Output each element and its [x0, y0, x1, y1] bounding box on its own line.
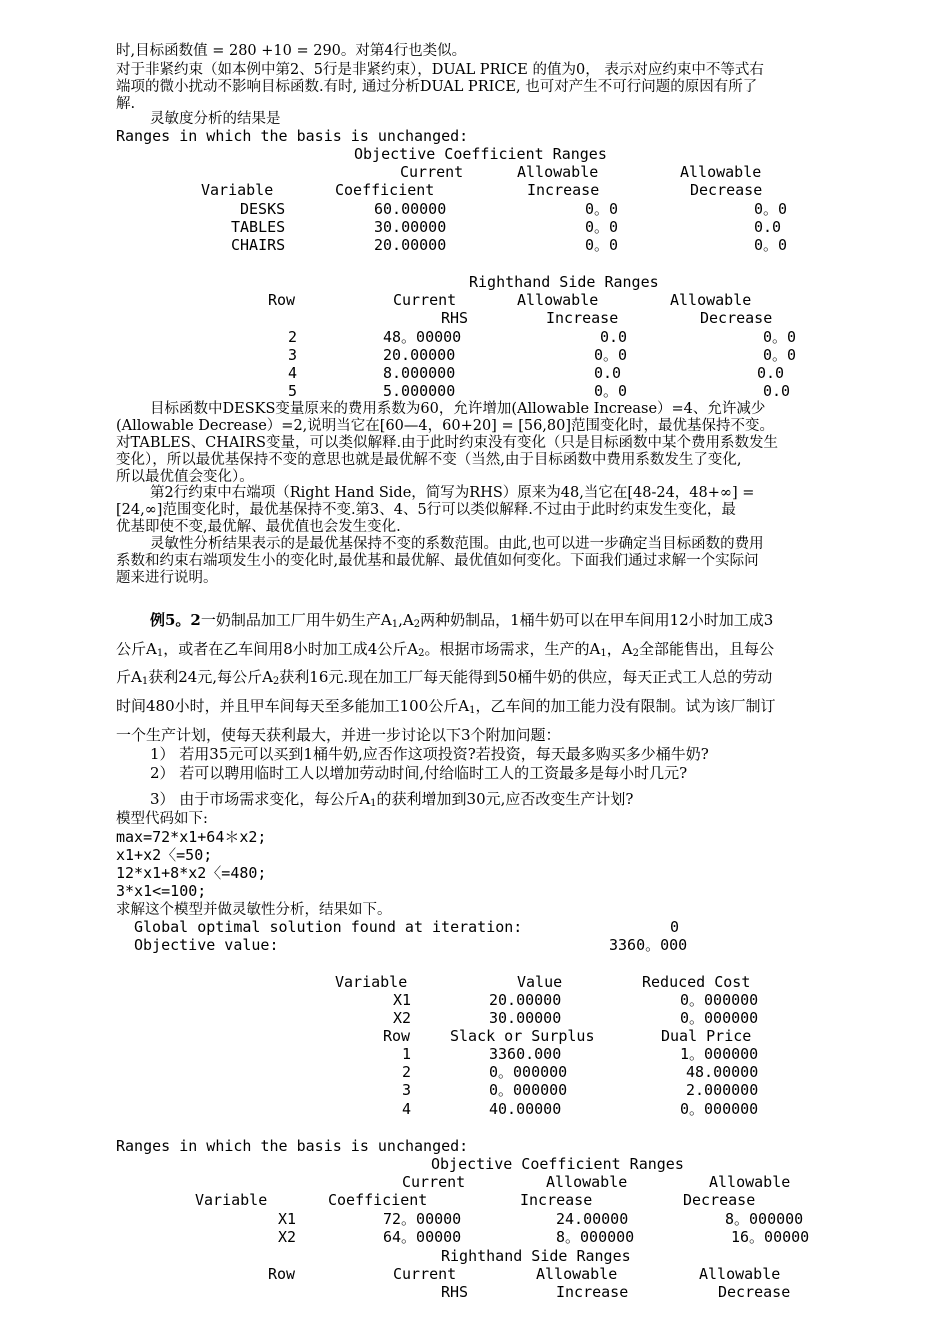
col-header: Decrease [683, 1191, 756, 1209]
global-solution-label: Global optimal solution found at iteration: [134, 918, 523, 936]
table-cell: 16。00000 [731, 1228, 810, 1246]
table-cell: 40.00000 [489, 1100, 562, 1118]
paragraph-line: 时,目标函数值 = 280 +10 = 290。对第4行也类似。 [116, 43, 467, 59]
table-cell: 0.0 [600, 328, 628, 346]
table-cell: 0.0 [757, 364, 785, 382]
table-cell: 20.00000 [374, 236, 447, 254]
col-header: Allowable [546, 1173, 628, 1191]
table-cell: 2 [402, 1063, 412, 1081]
col-header: Increase [546, 309, 619, 327]
table-cell: 48。00000 [383, 328, 462, 346]
objective-ranges-title: Objective Coefficient Ranges [431, 1155, 684, 1173]
col-header: RHS [441, 1283, 469, 1301]
paragraph-line: 求解这个模型并做灵敏性分析，结果如下。 [116, 902, 392, 918]
table-cell: 0.0 [754, 218, 782, 236]
col-header: Increase [556, 1283, 629, 1301]
col-header: Decrease [718, 1283, 791, 1301]
table-cell: DESKS [240, 200, 286, 218]
paragraph-line: (Allowable Decrease）=2,说明当它在[60—4，60+20] = [56,80]范围变化时，最优基保持不变。 [116, 418, 775, 434]
col-header: Coefficient [328, 1191, 428, 1209]
paragraph-line: 对于非紧约束（如本例中第2、5行是非紧约束），DUAL PRICE 的值为0， 表示对应约束中不等式右 [116, 62, 764, 78]
example-line: 例5。2一奶制品加工厂用牛奶生产$A_1,A_2$两种奶制品，1桶牛奶可以在甲车间用12小时加工成3 [150, 611, 774, 630]
col-header: Allowable [709, 1173, 791, 1191]
col-header: Allowable [680, 163, 762, 181]
model-label: 模型代码如下: [116, 811, 208, 827]
table-cell: 0.0 [763, 382, 791, 400]
paragraph-line: 题来进行说明。 [116, 570, 218, 586]
paragraph-line: [24,∞]范围变化时，最优基保持不变.第3、4、5行可以类似解释.不过由于此时约束发生变化，最 [116, 502, 736, 518]
paragraph-line: 灵敏度分析的结果是 [150, 111, 281, 127]
table-cell: 0。000000 [680, 1100, 759, 1118]
table-cell: 0。000000 [680, 1009, 759, 1027]
col-header: Dual Price [661, 1027, 752, 1045]
table-cell: 8。000000 [556, 1228, 635, 1246]
col-header: Current [393, 291, 457, 309]
col-header: Current [402, 1173, 466, 1191]
table-cell: 0。0 [594, 382, 628, 400]
paragraph-line: 系数和约束右端项发生小的变化时,最优基和最优解、最优值如何变化。下面我们通过求解一个实际问 [116, 553, 759, 569]
table-cell: TABLES [231, 218, 286, 236]
table-cell: 0。0 [585, 236, 619, 254]
code-line: 3*x1<=100; [116, 882, 207, 900]
table-cell: 0。0 [594, 346, 628, 364]
table-cell: X2 [393, 1009, 412, 1027]
table-cell: 64。00000 [383, 1228, 462, 1246]
col-header: Allowable [670, 291, 752, 309]
table-cell: 0。0 [754, 200, 788, 218]
paragraph-line: 对TABLES、CHAIRS变量，可以类似解释.由于此时约束没有变化（只是目标函数中某个费用系数发生 [116, 435, 779, 451]
col-header: Row [383, 1027, 411, 1045]
col-header: Increase [520, 1191, 593, 1209]
col-header: Allowable [536, 1265, 618, 1283]
col-header: Allowable [517, 163, 599, 181]
col-header: Decrease [690, 181, 763, 199]
table-cell: 1。000000 [680, 1045, 759, 1063]
table-cell: 1 [402, 1045, 412, 1063]
table-cell: 2.000000 [686, 1081, 759, 1099]
table-cell: CHAIRS [231, 236, 286, 254]
example-line: 公斤$A_1$，或者在乙车间用8小时加工成4公斤$A_2$。根据市场需求，生产的$A_1$，$A_2$全部能售出，且每公 [116, 640, 774, 659]
table-cell: 0。0 [763, 328, 797, 346]
paragraph-line: 第2行约束中右端项（Right Hand Side，简写为RHS）原来为48,当它在[48-24，48+∞] = [150, 485, 755, 501]
table-cell: 2 [288, 328, 298, 346]
table-cell: 0。0 [585, 200, 619, 218]
table-cell: 0。0 [763, 346, 797, 364]
table-cell: 8.000000 [383, 364, 456, 382]
objective-label: Objective value: [134, 936, 279, 954]
col-header: Current [400, 163, 464, 181]
table-cell: 3360.000 [489, 1045, 562, 1063]
ranges-heading: Ranges in which the basis is unchanged: [116, 1137, 469, 1155]
table-cell: 3 [288, 346, 298, 364]
table-cell: X1 [393, 991, 412, 1009]
paragraph-line: 解. [116, 96, 136, 112]
example-line: 一个生产计划，使每天获利最大，并进一步讨论以下3个附加问题： [116, 726, 561, 744]
table-cell: 5.000000 [383, 382, 456, 400]
table-cell: X2 [278, 1228, 297, 1246]
col-header: Row [268, 291, 296, 309]
table-cell: 20.00000 [489, 991, 562, 1009]
code-line: x1+x2〈=50; [116, 846, 213, 864]
table-cell: 20.00000 [383, 346, 456, 364]
paragraph-line: 优基即使不变,最优解、最优值也会发生变化. [116, 519, 401, 535]
paragraph-line: 端项的微小扰动不影响目标函数.有时, 通过分析DUAL PRICE, 也可对产生不可行问题的原因有所了 [116, 79, 758, 95]
paragraph-line: 灵敏性分析结果表示的是最优基保持不变的系数范围。由此,也可以进一步确定当目标函数的费用 [150, 536, 764, 552]
table-cell: 0.0 [594, 364, 622, 382]
question-item: 1） 若用35元可以买到1桶牛奶,应否作这项投资?若投资，每天最多购买多少桶牛奶? [150, 745, 709, 763]
table-cell: 0。000000 [489, 1081, 568, 1099]
table-cell: 0。0 [754, 236, 788, 254]
table-cell: 60.00000 [374, 200, 447, 218]
table-cell: 30.00000 [489, 1009, 562, 1027]
table-cell: 5 [288, 382, 298, 400]
ranges-heading: Ranges in which the basis is unchanged: [116, 127, 469, 145]
col-header: Current [393, 1265, 457, 1283]
table-cell: 30.00000 [374, 218, 447, 236]
table-cell: 0。000000 [489, 1063, 568, 1081]
col-header: Decrease [700, 309, 773, 327]
example-line: 斤$A_1$获利24元,每公斤$A_2$获利16元.现在加工厂每天能得到50桶牛奶的供应，每天正式工人总的劳动 [116, 668, 773, 687]
table-cell: 3 [402, 1081, 412, 1099]
col-header: RHS [441, 309, 469, 327]
col-header: Allowable [699, 1265, 781, 1283]
example-label: 例5。2 [150, 611, 201, 629]
table-cell: 24.00000 [556, 1210, 629, 1228]
col-header: Slack or Surplus [450, 1027, 595, 1045]
rhs-ranges-title: Righthand Side Ranges [441, 1247, 631, 1265]
example-line: 时间480小时，并且甲车间每天至多能加工100公斤$A_1$，乙车间的加工能力没有限制。试为该厂制订 [116, 697, 776, 716]
table-cell: 8。000000 [725, 1210, 804, 1228]
table-cell: 0。0 [585, 218, 619, 236]
question-item: 3） 由于市场需求变化，每公斤$A_1$的获利增加到30元,应否改变生产计划? [150, 790, 634, 809]
objective-value: 3360。000 [609, 936, 688, 954]
paragraph-line: 变化），所以最优基保持不变的意思也就是最优解不变（当然,由于目标函数中费用系数发生了变化, [116, 452, 742, 468]
table-cell: 0。000000 [680, 991, 759, 1009]
table-cell: 4 [288, 364, 298, 382]
col-header: Coefficient [335, 181, 435, 199]
code-line: max=72*x1+64＊x2; [116, 828, 267, 846]
table-cell: 72。00000 [383, 1210, 462, 1228]
iteration-value: 0 [670, 918, 680, 936]
paragraph-line: 所以最优值会变化）。 [116, 469, 254, 485]
table-cell: 4 [402, 1100, 412, 1118]
rhs-ranges-title: Righthand Side Ranges [469, 273, 659, 291]
table-cell: 48.00000 [686, 1063, 759, 1081]
col-header: Variable [201, 181, 274, 199]
col-header: Allowable [517, 291, 599, 309]
col-header: Increase [527, 181, 600, 199]
question-item: 2） 若可以聘用临时工人以增加劳动时间,付给临时工人的工资最多是每小时几元? [150, 764, 688, 782]
col-header: Row [268, 1265, 296, 1283]
col-header: Reduced Cost [642, 973, 751, 991]
code-line: 12*x1+8*x2〈=480; [116, 864, 267, 882]
objective-ranges-title: Objective Coefficient Ranges [354, 145, 607, 163]
col-header: Value [517, 973, 563, 991]
table-cell: X1 [278, 1210, 297, 1228]
col-header: Variable [335, 973, 408, 991]
paragraph-line: 目标函数中DESKS变量原来的费用系数为60，允许增加(Allowable Increase）=4、允许减少 [150, 401, 766, 417]
col-header: Variable [195, 1191, 268, 1209]
